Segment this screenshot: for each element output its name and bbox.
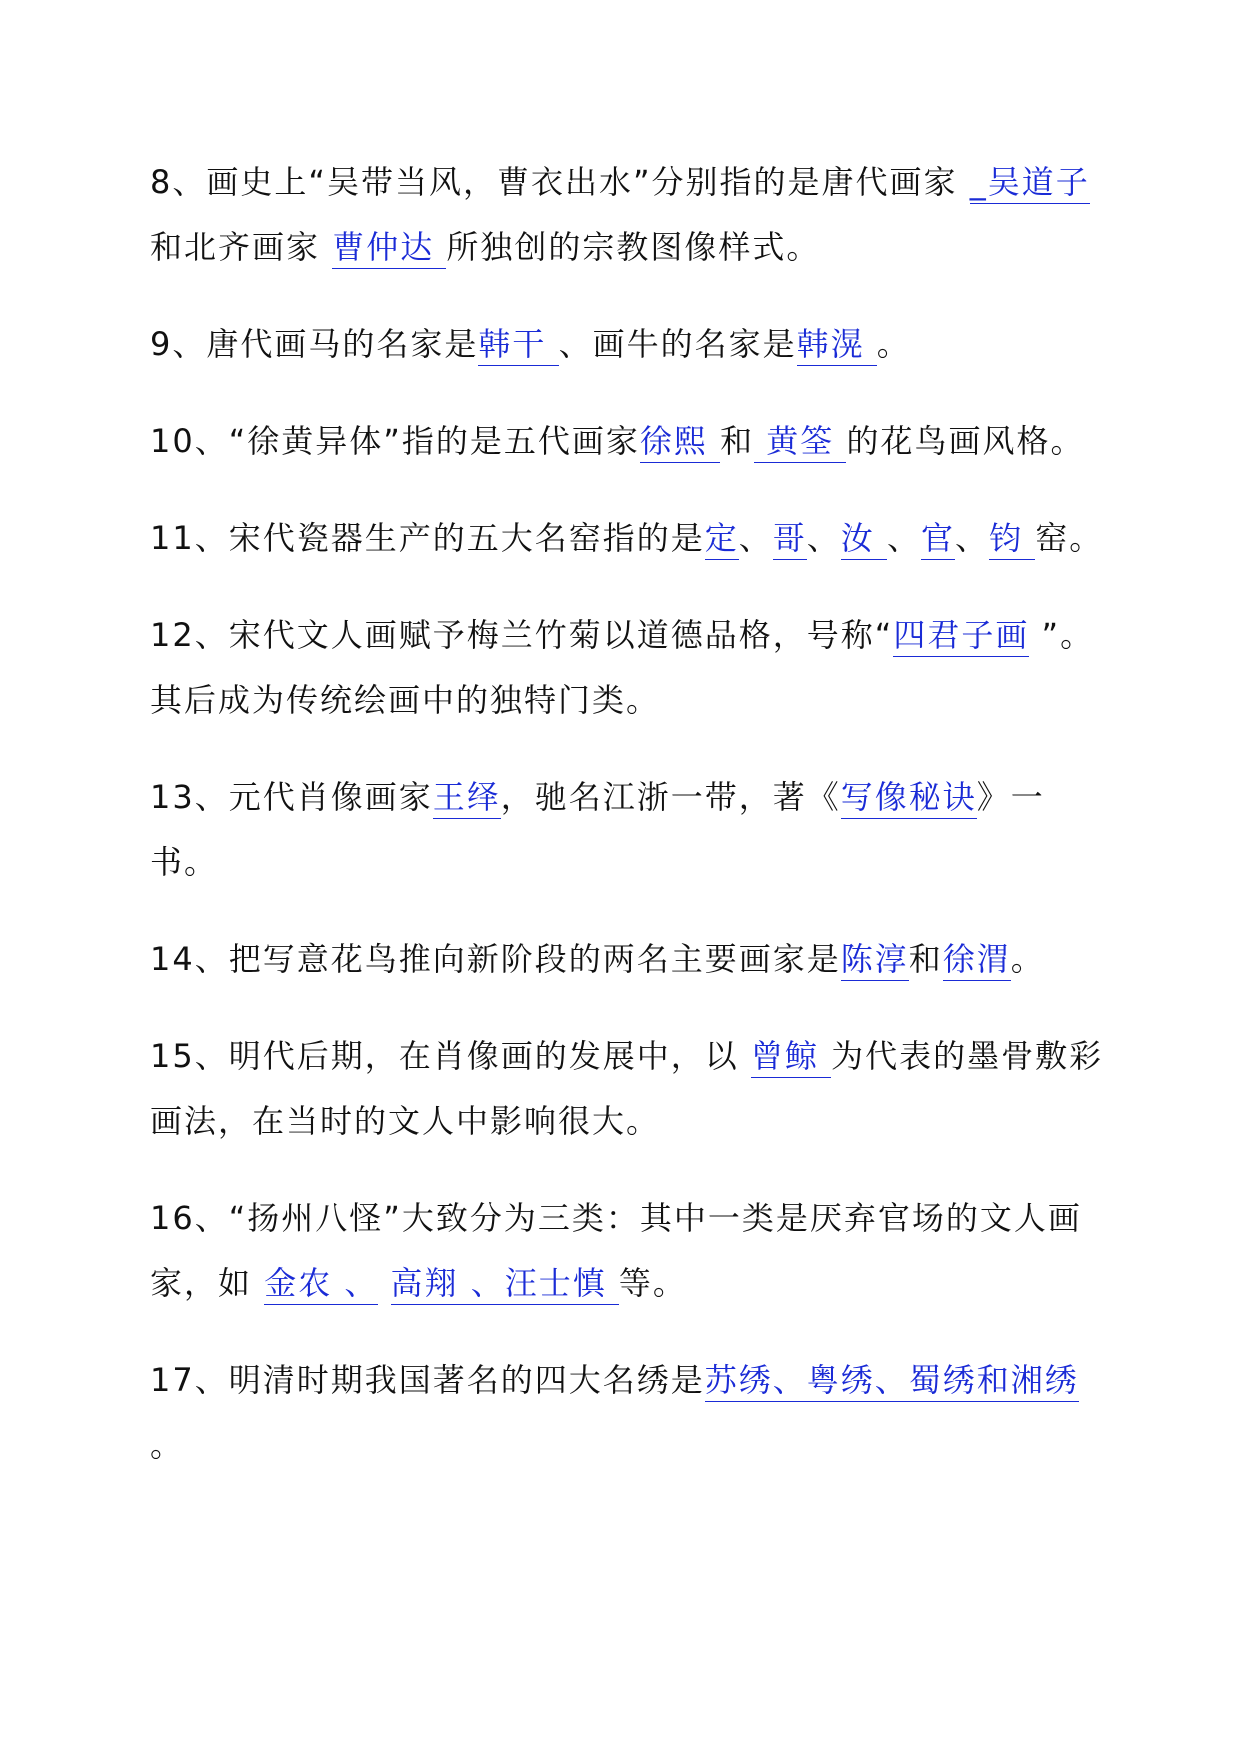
answer-blank: 钧	[989, 519, 1035, 560]
question-text: 16、“扬州八怪”大致分为三类：其中一类是厌弃官场的文人画家，如	[150, 1199, 1082, 1302]
question-text: 和	[720, 422, 755, 460]
question-q9	[150, 312, 1110, 377]
question-text: 。	[1010, 940, 1045, 978]
answer-blank: 金农 、	[264, 1264, 378, 1305]
question-text: 、	[738, 519, 773, 557]
question-text: 11、宋代瓷器生产的五大名窑指的是	[150, 519, 705, 557]
answer-blank: 吴道子	[988, 163, 1090, 204]
question-q14	[150, 927, 1110, 992]
answer-blank: 哥	[773, 519, 807, 560]
answer-blank: 官	[921, 519, 955, 560]
answer-blank: 黄筌	[754, 422, 846, 463]
question-text: 的花鸟画风格。	[846, 422, 1085, 460]
question-text: 、	[806, 519, 841, 557]
question-text: 17、明清时期我国著名的四大名绣是	[150, 1361, 705, 1399]
answer-blank: 定	[705, 519, 739, 560]
answer-blank: 陈淳	[841, 940, 909, 981]
question-text: ，驰名江浙一带，著《	[500, 778, 841, 816]
answer-blank: 写像秘诀	[841, 778, 977, 819]
answer-blank: 徐渭	[943, 940, 1011, 981]
answer-blank: 王绎	[433, 778, 501, 819]
answer-blank: 曹仲达	[332, 228, 446, 269]
answer-blank: 韩滉	[797, 325, 877, 366]
answer-blank: 汝	[841, 519, 887, 560]
question-text: ”。其后成为传统绘画中的独特门类。	[150, 616, 1095, 719]
question-text: 和	[908, 940, 943, 978]
answer-blank: 四君子画	[893, 616, 1029, 657]
question-text: 。	[876, 325, 911, 363]
question-q16	[150, 1186, 1110, 1316]
question-text: 。	[150, 1426, 185, 1464]
question-q15	[150, 1024, 1110, 1154]
answer-blank: 高翔 、汪士慎	[391, 1264, 619, 1305]
answer-blank: 韩干	[478, 325, 558, 366]
question-text: 9、唐代画马的名家是	[150, 325, 479, 363]
question-text: 等。	[618, 1264, 687, 1302]
question-text: 13、元代肖像画家	[150, 778, 433, 816]
question-text: 、	[886, 519, 921, 557]
document-page	[150, 150, 1110, 1510]
question-text: 窑。	[1035, 519, 1104, 557]
answer-blank: 徐熙	[640, 422, 720, 463]
question-text: 12、宋代文人画赋予梅兰竹菊以道德品格，号称“	[150, 616, 894, 654]
question-q17	[150, 1348, 1110, 1478]
question-text: 15、明代后期，在肖像画的发展中，以	[150, 1037, 751, 1075]
question-q12	[150, 603, 1110, 733]
question-text: 所独创的宗教图像样式。	[446, 228, 821, 266]
answer-blank: 苏绣、粤绣、蜀绣和湘绣	[705, 1361, 1079, 1402]
question-text: 10、“徐黄异体”指的是五代画家	[150, 422, 640, 460]
question-text: 、	[955, 519, 990, 557]
question-q13	[150, 765, 1110, 895]
question-text: 》一书。	[150, 778, 1045, 881]
answer-blank: 曾鲸	[751, 1037, 831, 1078]
question-q10	[150, 409, 1110, 474]
question-text: 为代表的墨骨敷彩画法，在当时的文人中影响很大。	[150, 1037, 1104, 1140]
question-text: 14、把写意花鸟推向新阶段的两名主要画家是	[150, 940, 841, 978]
question-text: 8、画史上“吴带当风，曹衣出水”分别指的是唐代画家	[150, 163, 970, 201]
question-text: 和北齐画家	[150, 228, 333, 266]
question-text	[378, 1264, 390, 1302]
question-q11	[150, 506, 1110, 571]
question-text: 、画牛的名家是	[558, 325, 797, 363]
question-q8	[150, 150, 1110, 280]
answer-blank: _	[970, 163, 988, 204]
